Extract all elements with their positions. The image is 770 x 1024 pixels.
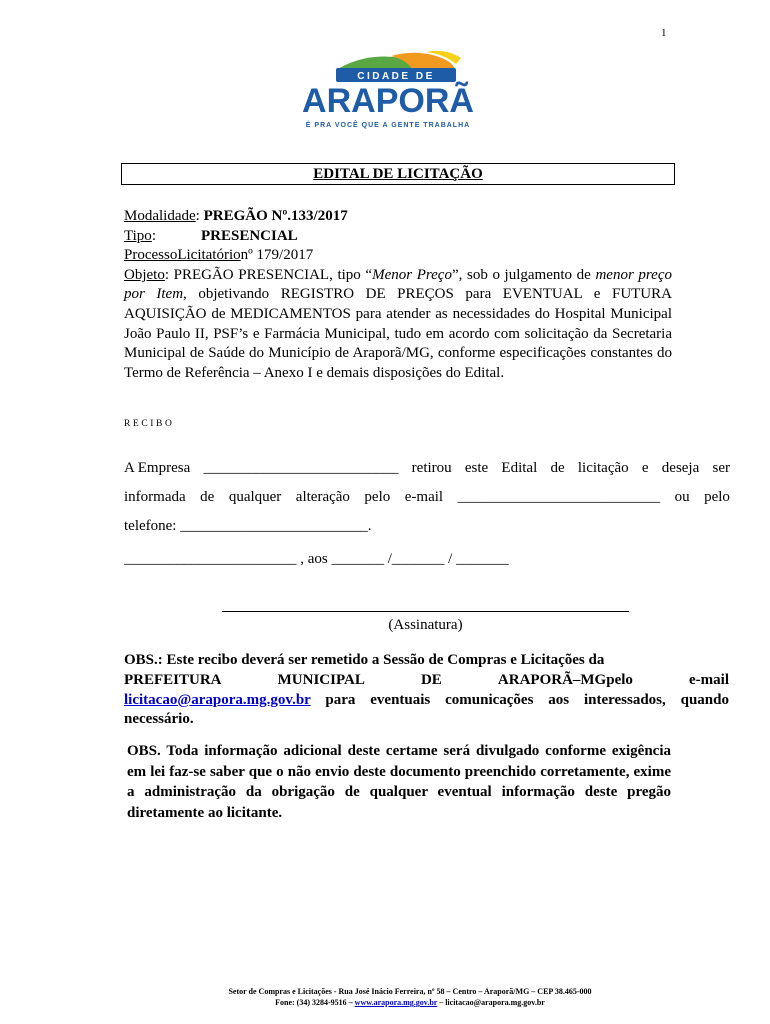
page-number: 1 — [661, 27, 667, 39]
obs-additional-info: OBS. Toda informação adicional deste certame será divulgado conforme exigência em lei faz-se saber que o não envio deste documento preenchido corretamente, exime a administração da obrigação de qualquer eventual informação deste pregão diretamente ao licitante. — [127, 743, 671, 821]
company-blank: __________________________ — [203, 460, 399, 476]
title-box — [121, 163, 675, 185]
obs1-spread-line — [124, 671, 729, 691]
page-footer — [120, 986, 700, 1008]
objeto-paragraph — [124, 266, 672, 384]
tipo-row: Tipo: PRESENCIAL — [124, 227, 298, 244]
form-line-phone: telefone: _________________________. — [124, 518, 372, 534]
obs1-w3: DE — [420, 671, 442, 688]
w-ou: ou — [674, 489, 690, 505]
w-retirou: retirou — [411, 460, 452, 476]
svg-text:ARAPORÃ: ARAPORÃ — [302, 82, 474, 120]
city-logo — [296, 50, 481, 132]
w-de2: de — [200, 489, 215, 505]
w-de: de — [550, 460, 565, 476]
obs1-intro: OBS.: Este recibo deverá ser remetido a Sessão de Compras e Licitações da — [124, 652, 605, 668]
email-blank: ___________________________ — [457, 489, 661, 505]
obs1-w5: e-mail — [689, 671, 729, 688]
processo-label: ProcessoLicitatório — [124, 247, 241, 264]
footer-address: Setor de Compras e Licitações - Rua José Inácio Ferreira, nº 58 – Centro – Araporã/MG – CEP 38.465-000 — [228, 987, 592, 996]
w-qualquer: qualquer — [228, 489, 282, 505]
w-e: e — [641, 460, 649, 476]
w-licitacao: licitação — [577, 460, 629, 476]
obs-recibo — [124, 651, 729, 730]
obs1-rest: para eventuais comunicações aos interessados, quando necessário. — [124, 691, 729, 728]
objeto-label: Objeto — [124, 266, 165, 283]
objeto-text-b: ”, sob o julgamento de — [451, 266, 596, 283]
company-label: A Empresa — [124, 460, 191, 476]
w-ser: ser — [712, 460, 730, 476]
w-este: este — [464, 460, 489, 476]
email-label: e-mail — [404, 489, 444, 505]
footer-phone: Fone: (34) 3284-9516 – — [275, 998, 355, 1007]
email-link[interactable]: licitacao@arapora.mg.gov.br — [124, 691, 311, 708]
tipo-label: Tipo — [124, 227, 152, 244]
footer-contact — [120, 997, 700, 1008]
signature-caption: (Assinatura) — [388, 617, 463, 633]
form-line-company — [124, 460, 730, 477]
svg-text:CIDADE DE: CIDADE DE — [357, 71, 435, 82]
processo-row — [124, 246, 672, 266]
svg-text:É PRA VOCÊ QUE A GENTE TRABALH: É PRA VOCÊ QUE A GENTE TRABALHA — [305, 122, 471, 129]
objeto-italic-a: Menor Preço — [372, 266, 452, 283]
recibo-label: RECIBO — [124, 419, 175, 429]
w-edital: Edital — [501, 460, 538, 476]
page-title: EDITAL DE LICITAÇÃO — [313, 166, 483, 182]
processo-value: nº 179/2017 — [240, 247, 314, 264]
obs1-last — [124, 691, 729, 731]
website-link[interactable]: www.arapora.mg.gov.br — [354, 998, 438, 1007]
w-pelo2: pelo — [704, 489, 730, 505]
w-informada: informada — [124, 489, 186, 505]
signature-line — [222, 611, 629, 612]
modalidade-value: PREGÃO Nº.133/2017 — [203, 208, 348, 224]
objeto-italic-b: menor preço por Item — [124, 266, 672, 303]
w-alteracao: alteração — [295, 489, 350, 505]
obs1-w2: MUNICIPAL — [277, 671, 365, 688]
obs1-w4: ARAPORÃ–MGpelo — [497, 671, 633, 688]
objeto-text-c: , objetivando REGISTRO DE PREÇOS para EVENTUAL e FUTURA AQUISIÇÃO de MEDICAMENTOS para atender as necessidades do Hospital Municipal João Paulo II, PSF’s e Farmácia Municipal, tudo em acordo com solicitação da Secretaria Municipal de Saúde do Município de Araporã/MG, conforme especificações constantes do Termo de Referência – Anexo I e demais disposições do Edital. — [124, 286, 672, 381]
obs1-w1: PREFEITURA — [124, 671, 222, 688]
modalidade-label: Modalidade — [124, 208, 196, 224]
form-line-email — [124, 489, 730, 506]
w-deseja: deseja — [661, 460, 700, 476]
objeto-text-a: : PREGÃO PRESENCIAL, tipo “ — [164, 266, 373, 283]
form-line-date: _______________________ , aos _______ /_______ / _______ — [124, 551, 509, 567]
tipo-value: PRESENCIAL — [200, 227, 298, 244]
modalidade-row: Modalidade: PREGÃO Nº.133/2017 — [124, 208, 348, 224]
footer-email: – licitacao@arapora.mg.gov.br — [437, 998, 545, 1007]
edital-details — [124, 207, 672, 383]
w-pelo: pelo — [364, 489, 391, 505]
